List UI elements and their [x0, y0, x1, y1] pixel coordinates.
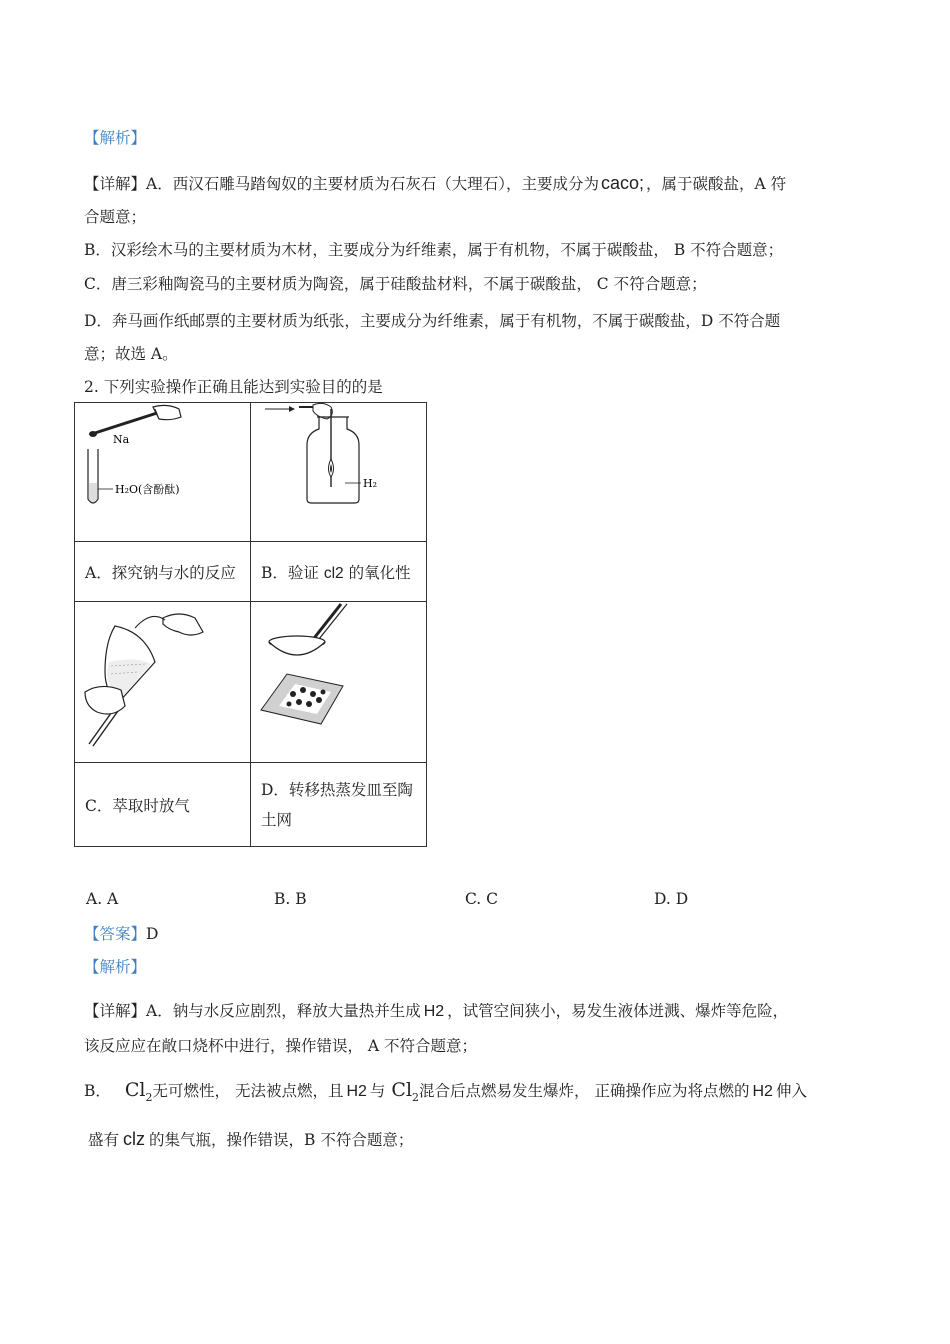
option-c: C. C	[465, 890, 499, 908]
question-2-stem: 2. 下列实验操作正确且能达到实验目的的是	[84, 378, 383, 396]
cl2-formula-2: $Cl_2$	[391, 1079, 420, 1104]
explanation-b-cont-text: 盛有	[88, 1131, 120, 1149]
explanation-a-text-end: ，试管空间狭小，易发生液体迸溅、爆炸等危险，	[447, 1002, 789, 1020]
explanation-a-continuation: 该反应应在敞口烧杯中进行，操作错误， A 不符合题意；	[84, 1037, 478, 1055]
figure-c-cell	[75, 602, 251, 763]
cl2-formula-1: $Cl_2$	[124, 1079, 153, 1104]
caption-d-line1: D．转移热蒸发皿至陶	[261, 780, 413, 799]
answer-label: 【答案】	[84, 925, 147, 943]
figure-b-cell	[251, 403, 427, 542]
explanation-b-line	[84, 1078, 807, 1110]
h2-label: H₂	[363, 477, 378, 490]
separatory-funnel-figure	[75, 602, 250, 758]
detail-a-line	[84, 173, 786, 194]
option-b: B. B	[274, 890, 307, 908]
explanation-b-cont-end: 的集气瓶，操作错误，B 不符合题意；	[149, 1131, 414, 1149]
caption-b	[251, 542, 427, 602]
detail-a-continuation: 合题意；	[84, 208, 147, 226]
answer-value: D	[146, 925, 159, 943]
evaporating-dish-figure	[251, 602, 426, 758]
caption-d	[251, 763, 427, 847]
figure-a-cell	[75, 403, 251, 542]
detail-a-text-end: ，属于碳酸盐，A 符	[645, 175, 787, 193]
explanation-b-h2-2: H2	[752, 1083, 773, 1100]
option-a: A. A	[86, 890, 119, 908]
explanation-b-text-1: 无可燃性， 无法被点燃，且	[152, 1082, 344, 1100]
explanation-b-text-4: 伸入	[775, 1082, 807, 1100]
explanation-a-text: 【详解】A．钠与水反应剧烈，释放大量热并生成	[84, 1002, 421, 1020]
explanation-b-text-3: 混合后点燃易发生爆炸， 正确操作应为将点燃的	[419, 1082, 750, 1100]
detail-c-line: C．唐三彩釉陶瓷马的主要材质为陶瓷，属于硅酸盐材料，不属于碳酸盐， C 不符合题意；	[84, 275, 707, 293]
caption-b-text-end: 的氧化性	[348, 563, 411, 582]
explanation-b-continuation	[88, 1129, 413, 1150]
sodium-water-figure	[75, 403, 250, 537]
detail-a-text: 【详解】A．西汉石雕马踏匈奴的主要材质为石灰石（大理石），主要成分为	[84, 175, 599, 193]
caption-b-formula: cl2	[323, 564, 344, 582]
formula-caco: caco;	[600, 173, 644, 193]
experiment-table	[74, 402, 427, 847]
water-label: H₂O(含酚酞)	[115, 483, 180, 496]
detail-d-line: D．奔马画作纸邮票的主要材质为纸张，主要成分为纤维素，属于有机物，不属于碳酸盐，D 不符合题	[84, 312, 781, 330]
explanation-b-lead: B．	[84, 1082, 111, 1100]
na-label: Na	[113, 433, 130, 446]
caption-c: C．萃取时放气	[75, 763, 251, 847]
detail-b-line: B．汉彩绘木马的主要材质为木材，主要成分为纤维素，属于有机物，不属于碳酸盐， B 不符合题意；	[84, 241, 784, 259]
figure-d-cell	[251, 602, 427, 763]
detail-d-continuation: 意；故选 A。	[84, 345, 178, 363]
caption-a: A．探究钠与水的反应	[75, 542, 251, 602]
option-d: D. D	[654, 890, 689, 908]
explanation-b-text-2: 与	[369, 1082, 386, 1100]
analysis-heading-2: 【解析】	[84, 958, 147, 976]
explanation-b-clz: clz	[123, 1129, 146, 1149]
explanation-a-h2: H2	[423, 1003, 445, 1020]
answer-line	[84, 924, 158, 944]
explanation-a-line	[84, 1001, 788, 1022]
caption-d-line2: 土网	[261, 810, 293, 829]
caption-b-text: B．验证	[261, 563, 319, 582]
explanation-b-h2-1: H2	[346, 1083, 367, 1100]
hydrogen-chlorine-figure	[251, 403, 426, 537]
analysis-heading: 【解析】	[84, 129, 147, 147]
